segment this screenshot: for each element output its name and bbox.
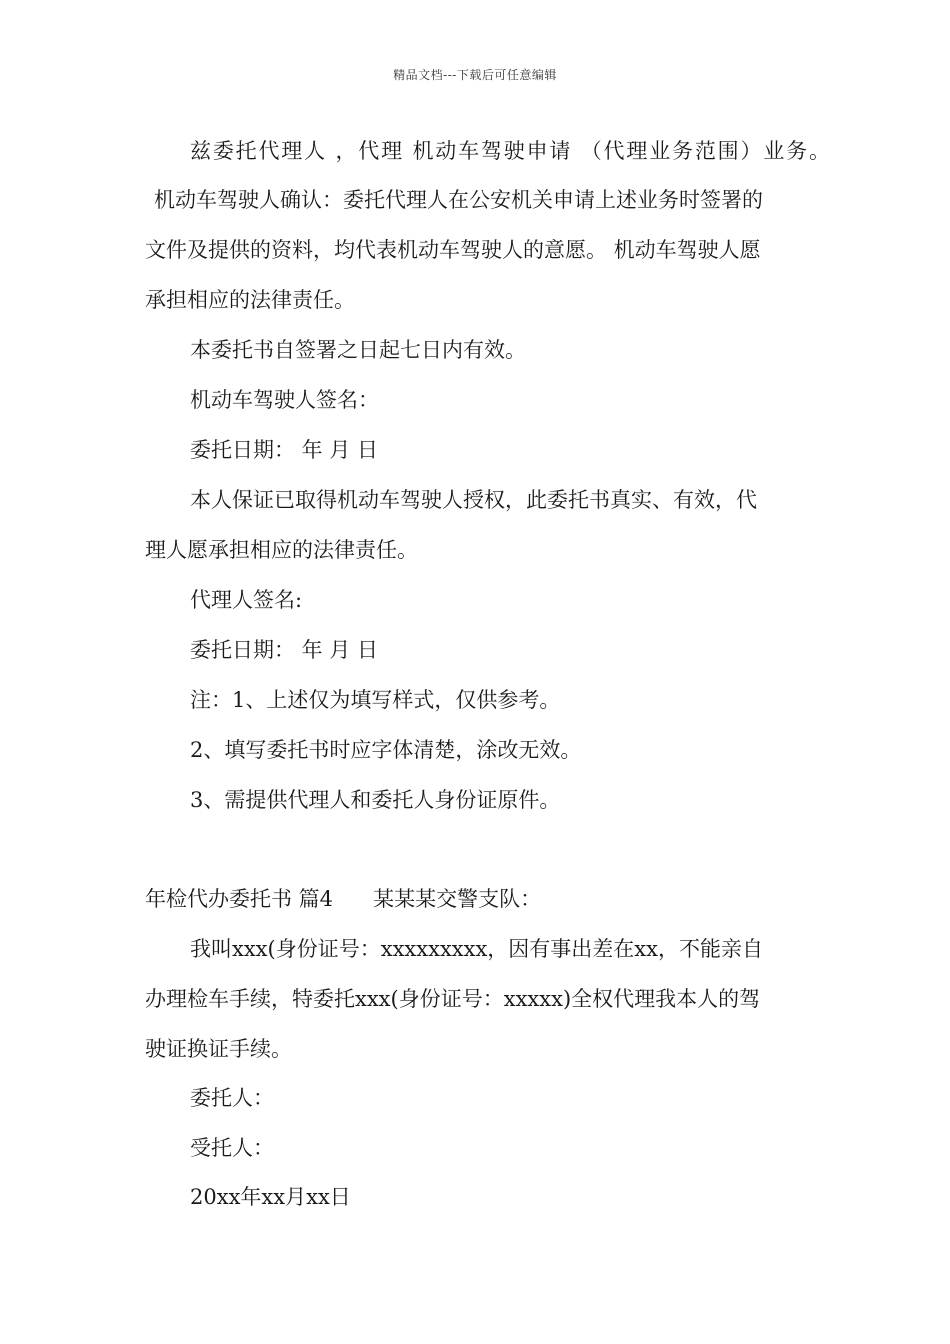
paragraph-2-line-1: 我叫xxx(身份证号：xxxxxxxxx，因有事出差在xx，不能亲自 — [190, 937, 763, 961]
paragraph-1-line-4: 承担相应的法律责任。 — [145, 288, 355, 312]
paragraph-1-line-2: 机动车驾驶人确认：委托代理人在公安机关申请上述业务时签署的 — [154, 188, 763, 212]
section-heading: 年检代办委托书 篇4 某某某交警支队： — [145, 887, 542, 911]
paragraph-2-line-3: 驶证换证手续。 — [145, 1037, 292, 1061]
driver-date-line: 委托日期： 年 月 日 — [190, 438, 379, 462]
agent-guarantee-line-2: 理人愿承担相应的法律责任。 — [145, 538, 418, 562]
agent-label: 受托人： — [190, 1136, 274, 1160]
principal-label: 委托人： — [190, 1086, 274, 1110]
note-3: 3、需提供代理人和委托人身份证原件。 — [190, 788, 561, 812]
agent-guarantee-line-1: 本人保证已取得机动车驾驶人授权，此委托书真实、有效，代 — [190, 488, 757, 512]
date-line: 20xx年xx月xx日 — [190, 1185, 351, 1209]
note-1: 注：1、上述仅为填写样式，仅供参考。 — [190, 688, 561, 712]
validity-statement: 本委托书自签署之日起七日内有效。 — [190, 338, 526, 362]
note-2: 2、填写委托书时应字体清楚，涂改无效。 — [190, 738, 582, 762]
agent-signature-label: 代理人签名: — [190, 588, 303, 612]
driver-signature-label: 机动车驾驶人签名： — [190, 388, 379, 412]
page-header: 精品文档---下载后可任意编辑 — [393, 68, 557, 82]
paragraph-1-line-1: 兹委托代理人 ，代理 机动车驾驶申请 （代理业务范围）业务。 — [190, 139, 830, 163]
paragraph-1-line-3: 文件及提供的资料，均代表机动车驾驶人的意愿。 机动车驾驶人愿 — [145, 238, 761, 262]
paragraph-2-line-2: 办理检车手续，特委托xxx(身份证号：xxxxx)全权代理我本人的驾 — [145, 987, 761, 1011]
agent-date-line: 委托日期： 年 月 日 — [190, 638, 379, 662]
